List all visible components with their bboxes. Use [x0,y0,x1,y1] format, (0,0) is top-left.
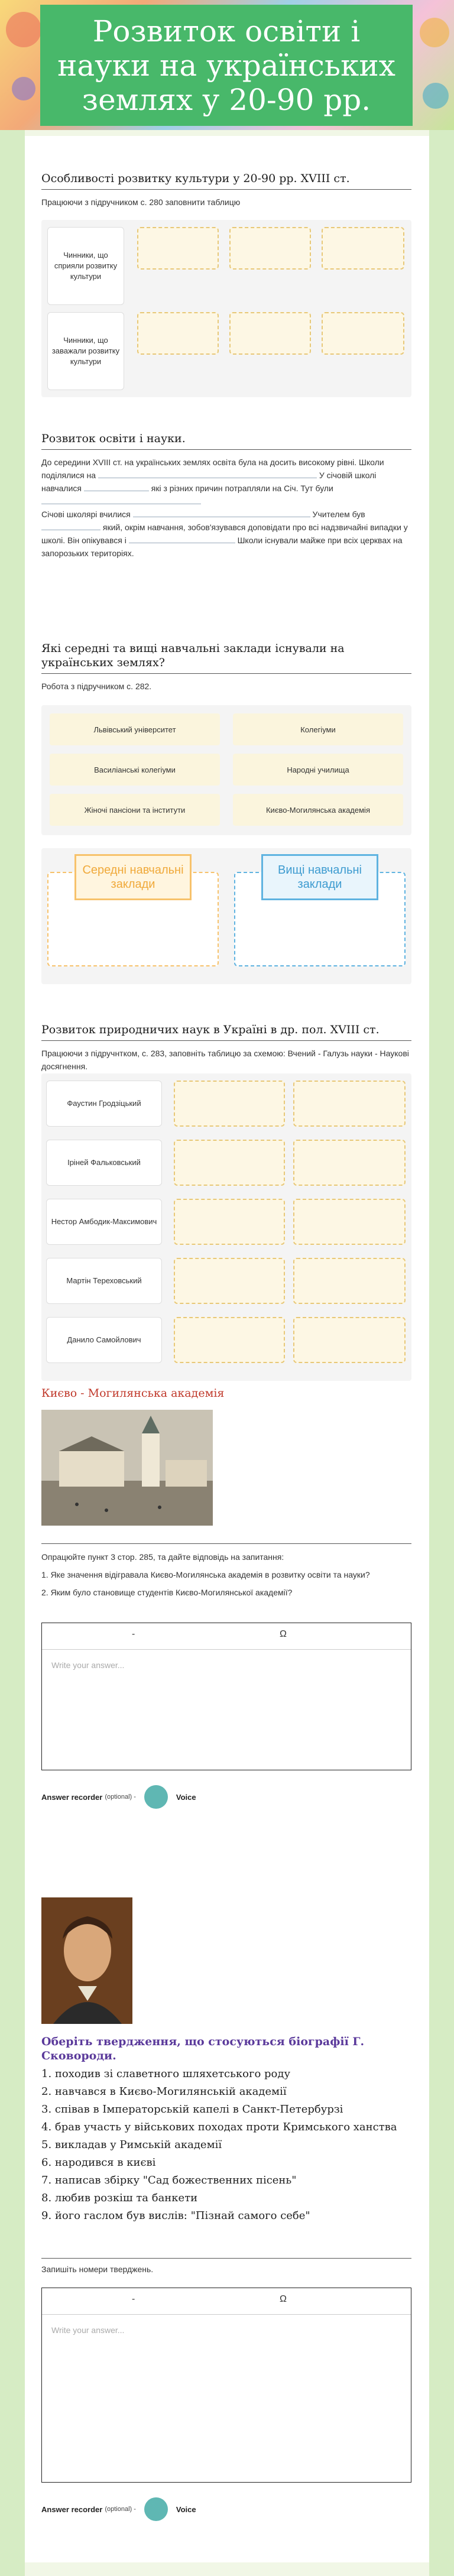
answer-editor[interactable] [41,1623,411,1770]
factors-panel [41,220,411,397]
divider [41,673,411,674]
section-natural-sciences [41,1023,411,1344]
statements-list [41,2065,411,2225]
list-item: 5. викладав у Римській академії [41,2139,222,2151]
editor-toolbar [42,2288,411,2315]
answer-drop-box[interactable] [293,1258,406,1304]
answer-drop-box[interactable] [293,1317,406,1363]
editor-toolbar [42,1623,411,1650]
list-item: 2. навчався в Києво-Могилянській академії [41,2085,287,2098]
voice-label: Voice [176,1792,196,1802]
text-fragment: які з різних причин потрапляли на Січ. Тут були [151,484,333,493]
section-heading: Розвиток природничих наук в Україні в др. пол. XVIII ст. [41,1023,380,1036]
drag-chip[interactable]: Жіночі пансіони та інститути [50,794,220,826]
instruction: Опрацюйте пункт 3 стор. 285, та дайте відповідь на запитання: [41,1552,284,1562]
left-margin-stripe [0,0,25,2576]
recorder-optional: (optional) - [105,2506,136,2513]
header-banner [0,0,454,130]
list-item: 7. написав збірку "Сад божественних пісень" [41,2174,297,2186]
list-item: 1. походив зі славетного шляхетського роду [41,2068,291,2080]
scientist-name: Нестор Амбодик-Максимович [46,1199,162,1245]
page-title-box [40,5,413,126]
blank-input[interactable] [129,534,235,543]
scientists-panel [41,1073,411,1381]
recorder-label: Answer recorder [41,1792,103,1802]
drag-chip[interactable]: Колегіуми [233,713,403,745]
format-minus-button[interactable]: - [132,1629,135,1639]
blank-input[interactable] [98,469,317,478]
question-2: 2. Яким було становище студентів Києво-Могилянської академії? [41,1588,293,1597]
worksheet [25,136,429,2562]
answer-drop-box[interactable] [322,312,404,355]
recorder-optional: (optional) - [105,1793,136,1800]
answer-editor[interactable] [41,2288,411,2483]
voice-label: Voice [176,2504,196,2514]
scientist-name: Фаустин Гродзіцький [46,1081,162,1127]
scientist-name: Іріней Фальковський [46,1140,162,1186]
list-item: 9. його гаслом був вислів: "Пізнай самого себе" [41,2210,310,2222]
category-panel [41,848,411,984]
category-higher: Вищі навчальні заклади [261,854,378,900]
instruction: Запишіть номери тверджень. [41,2264,154,2274]
answer-drop-box[interactable] [174,1317,285,1363]
answer-textarea[interactable]: Write your answer... [51,1660,125,1670]
answer-recorder [41,1785,196,1809]
divider [41,2258,411,2259]
text-fragment: Учителем був [312,510,365,519]
page-title: Розвиток освіти і науки на українських землях у 20-90 рр. [57,14,395,117]
section-education [41,432,411,560]
answer-drop-box[interactable] [174,1258,285,1304]
section-institutions [41,641,411,891]
answer-drop-box[interactable] [293,1199,406,1245]
chips-panel [41,705,411,835]
cloze-text [41,456,411,560]
category-secondary: Середні навчальні заклади [74,854,192,900]
format-minus-button[interactable]: - [132,2294,135,2304]
answer-drop-box[interactable] [293,1140,406,1186]
text-fragment: Січові школярі вчилися [41,510,131,519]
text-fragment: який, окрім навчання, зобов'язувався доповідати про всі надзвичайні випадки у школі. Він опікувався і [41,523,408,545]
right-margin-stripe [429,0,454,2576]
list-item: 4. брав участь у військових походах проти Кримського ханства [41,2121,397,2133]
divider [41,449,411,450]
instruction: Робота з підручником с. 282. [41,682,152,691]
answer-drop-box[interactable] [293,1081,406,1127]
section-heading: Розвиток освіти і науки. [41,432,186,445]
academy-questions [41,1550,411,1599]
blank-input[interactable] [41,521,100,530]
answer-drop-box[interactable] [174,1140,285,1186]
section-heading: Особливості розвитку культури у 20-90 рр. XVIII ст. [41,172,350,185]
list-item: 6. народився в києві [41,2156,156,2169]
answer-drop-box[interactable] [174,1081,285,1127]
answer-drop-box[interactable] [322,227,404,270]
text-fragment: Школи існували майже при всіх церквах на запорозьких територіях. [41,536,403,558]
section-academy [41,1386,411,1802]
answer-drop-box[interactable] [137,312,219,355]
answer-drop-box[interactable] [229,227,311,270]
answer-drop-box[interactable] [137,227,219,270]
blank-input[interactable] [41,495,201,504]
section-heading: Оберіть твердження, що стосуються біографії Г. Сковороди. [41,2035,365,2062]
blank-input[interactable] [84,482,149,491]
question-1: 1. Яке значення відігравала Києво-Могилянська академія в розвитку освіти та науки? [41,1570,370,1579]
academy-image [41,1410,213,1526]
factor-row-label: Чинники, що заважали розвитку культури [47,312,124,390]
drag-chip[interactable]: Народні училища [233,754,403,786]
skovoroda-portrait [41,1897,132,2024]
special-char-button[interactable]: Ω [280,1629,287,1639]
divider [41,1543,411,1544]
recorder-label: Answer recorder [41,2504,103,2514]
text-fragment: До середини XVIII ст. на українських землях освіта була на досить високому рівні. Школи поділялися на [41,458,384,480]
drag-chip[interactable]: Києво-Могилянська академія [233,794,403,826]
section-heading: Києво - Могилянська академія [41,1387,225,1400]
record-button[interactable] [144,1785,168,1809]
list-item: 8. любив розкіш та банкети [41,2192,198,2204]
answer-recorder [41,2497,196,2521]
scientist-name: Мартін Тереховський [46,1258,162,1304]
list-item: 3. співав в Імператорській капелі в Санкт-Петербурзі [41,2103,343,2116]
divider [41,1040,411,1041]
instruction: Працюючи з підручнтком, с. 283, заповніть таблицю за схемою: Вчений - Галузь науки - Наукові досягнення. [41,1049,409,1071]
divider [41,189,411,190]
answer-drop-box[interactable] [229,312,311,355]
section-culture-factors [41,171,411,366]
answer-drop-box[interactable] [174,1199,285,1245]
special-char-button[interactable]: Ω [280,2294,287,2304]
text-fragment: У січовій школі навчалися [41,471,377,493]
blank-input[interactable] [133,508,310,517]
answer-textarea[interactable]: Write your answer... [51,2325,125,2335]
drag-chip[interactable]: Львівський університет [50,713,220,745]
section-heading: Які середні та вищі навчальні заклади існували на українських землях? [41,642,345,669]
drag-chip[interactable]: Василіанські колегіуми [50,754,220,786]
record-button[interactable] [144,2497,168,2521]
factor-row-label: Чинники, що сприяли розвитку культури [47,227,124,305]
instruction: Працюючи з підручником с. 280 заповнити таблицю [41,197,241,207]
scientist-name: Данило Самойлович [46,1317,162,1363]
